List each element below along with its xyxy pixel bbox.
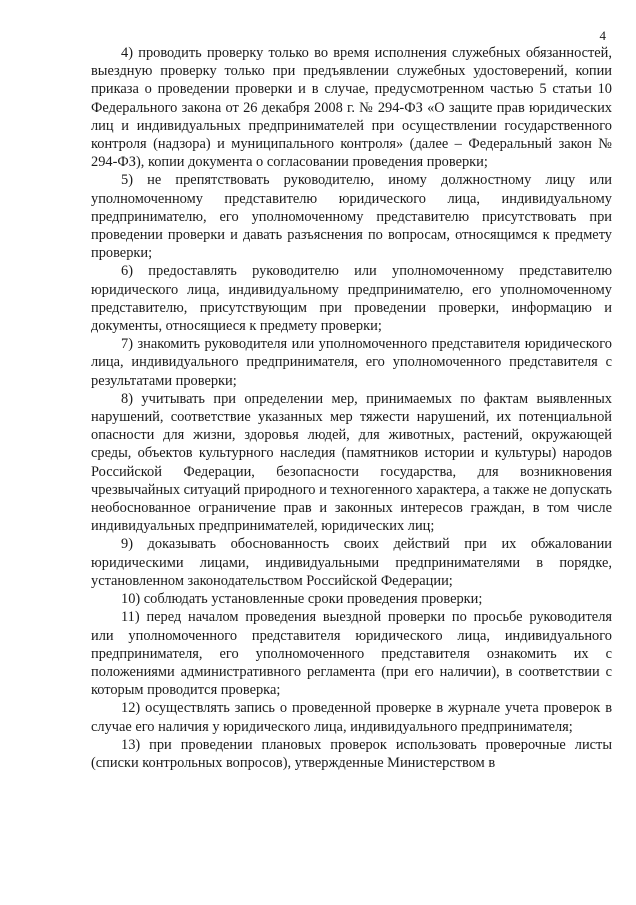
page-number: 4 (599, 28, 606, 43)
paragraph-item-12: 12) осуществлять запись о проведенной проверке в журнале учета проверок в случае его наличия у юридического лица, индивидуального предпринимателя; (91, 700, 612, 735)
paragraph-item-8: 8) учитывать при определении мер, принимаемых по фактам выявленных нарушений, соответствие указанных мер тяжести нарушений, их потенциальной опасности для жизни, здоровья людей, для животных, растений, окружающей среды, объектов культурного наследия (памятников истории и культуры) народов Российской Федерации, безопасности государства, для возникновения чрезвычайных ситуаций природного и техногенного характера, а также не допускать необоснованное ограничение прав и законных интересов граждан, в том числе индивидуальных предпринимателей, юридических лиц; (91, 390, 612, 535)
paragraph-item-9: 9) доказывать обоснованность своих действий при их обжаловании юридическими лицами, индивидуальными предпринимателями в порядке, установленном законодательством Российской Федерации; (91, 536, 612, 589)
paragraph-item-4: 4) проводить проверку только во время исполнения служебных обязанностей, выездную проверку только при предъявлении служебных удостоверений, копии приказа о проведении проверки и в случае, предусмотренном частью 5 статьи 10 Федерального закона от 26 декабря 2008 г. № 294-ФЗ «О защите прав юридических лиц и индивидуальных предпринимателей при осуществлении государственного контроля (надзора) и муниципального контроля» (далее – Федеральный закон № 294-ФЗ), копии документа о согласовании проведения проверки; (91, 45, 612, 171)
paragraph-item-6: 6) предоставлять руководителю или уполномоченному представителю юридического лица, индивидуальному предпринимателю, его уполномоченному представителю, присутствующим при проведении проверки, информацию и документы, относящиеся к предмету проверки; (91, 263, 612, 335)
paragraph-item-7: 7) знакомить руководителя или уполномоченного представителя юридического лица, индивидуального предпринимателя, его уполномоченного представителя с результатами проверки; (91, 336, 612, 389)
paragraph-item-13: 13) при проведении плановых проверок использовать проверочные листы (списки контрольных вопросов), утвержденные Министерством в (91, 736, 612, 771)
paragraph-item-10: 10) соблюдать установленные сроки проведения проверки; (121, 591, 483, 608)
paragraph-item-11: 11) перед началом проведения выездной проверки по просьбе руководителя или уполномоченного представителя юридического лица, индивидуального предпринимателя, его уполномоченного представителя ознакомить их с положениями административного регламента (при его наличии), в соответствии с которым проводится проверка; (91, 609, 612, 699)
paragraph-item-5: 5) не препятствовать руководителю, иному должностному лицу или уполномоченному представителю юридического лица, индивидуальному предпринимателю, его уполномоченному представителю присутствовать при проведении проверки и давать разъяснения по вопросам, относящимся к предмету проверки; (91, 172, 612, 262)
document-body (91, 44, 612, 772)
